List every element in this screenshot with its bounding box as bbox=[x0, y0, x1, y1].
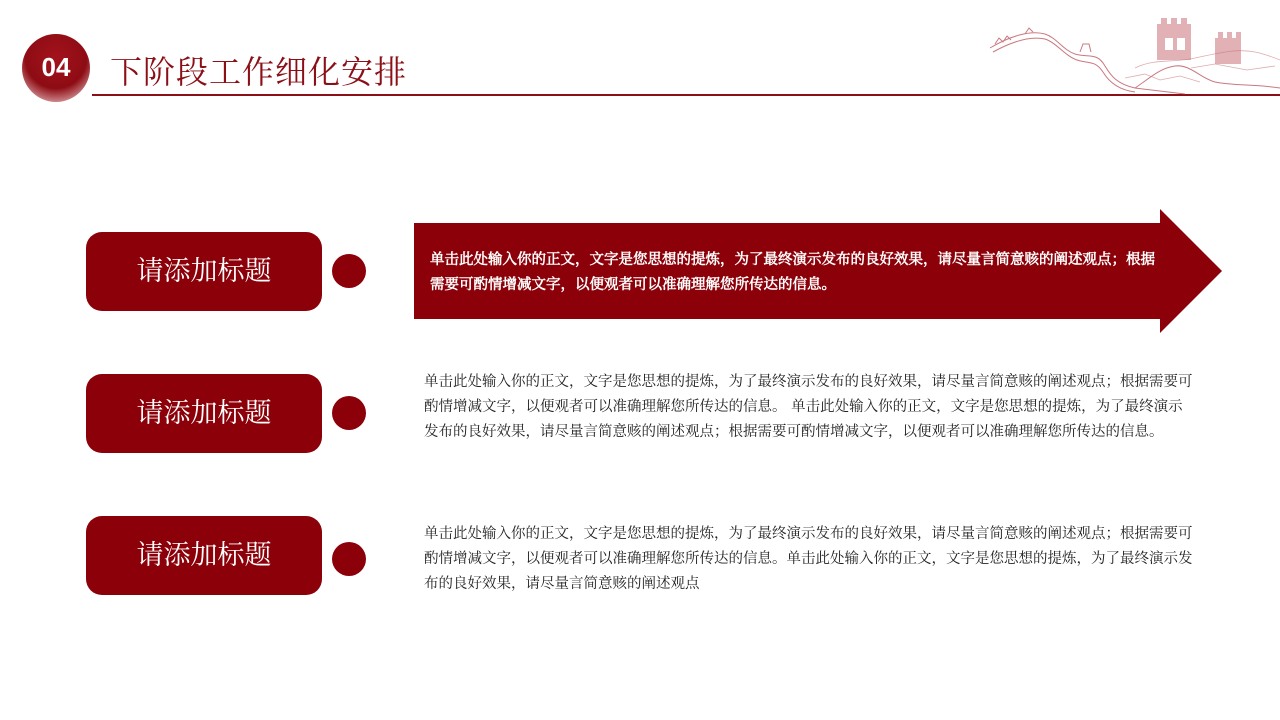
section-number: 04 bbox=[41, 52, 71, 82]
title-tag-2[interactable] bbox=[86, 374, 322, 453]
title-tag-3[interactable] bbox=[86, 516, 322, 595]
page-title: 下阶段工作细化安排 bbox=[110, 53, 408, 91]
item-3-text: 单击此处输入你的正文，文字是您思想的提炼，为了最终演示发布的良好效果，请尽量言简意赅的阐述观点；根据需要可酌情增减文字，以便观者可以准确理解您所传达的信息。单击此处输入你的正文，文字是您思想的提炼，为了最终演示发布的良好效果，请尽量言简意赅的阐述观点 bbox=[424, 526, 1193, 592]
bullet-dot bbox=[332, 254, 366, 288]
section-number-badge bbox=[22, 34, 90, 102]
title-tag-label: 请添加标题 bbox=[136, 256, 272, 287]
item-1-text: 单击此处输入你的正文，文字是您思想的提炼，为了最终演示发布的良好效果，请尽量言简意赅的阐述观点；根据需要可酌情增减文字，以便观者可以准确理解您所传达的信息。 bbox=[430, 252, 1155, 293]
bullet-dot bbox=[332, 542, 366, 576]
item-2-text: 单击此处输入你的正文，文字是您思想的提炼，为了最终演示发布的良好效果，请尽量言简意赅的阐述观点；根据需要可酌情增减文字，以便观者可以准确理解您所传达的信息。 单击此处输入你的正文，文字是您思想的提炼，为了最终演示发布的良好效果，请尽量言简意赅的阐述观点；根据需要可酌情增减文字，以便观者可以准确理解您所传达的信息。 bbox=[424, 374, 1193, 440]
title-tag-label: 请添加标题 bbox=[136, 540, 272, 571]
title-tag-label: 请添加标题 bbox=[136, 398, 272, 429]
bullet-dot bbox=[332, 396, 366, 430]
title-tag-1[interactable] bbox=[86, 232, 322, 311]
great-wall-illustration-icon bbox=[985, 8, 1280, 96]
